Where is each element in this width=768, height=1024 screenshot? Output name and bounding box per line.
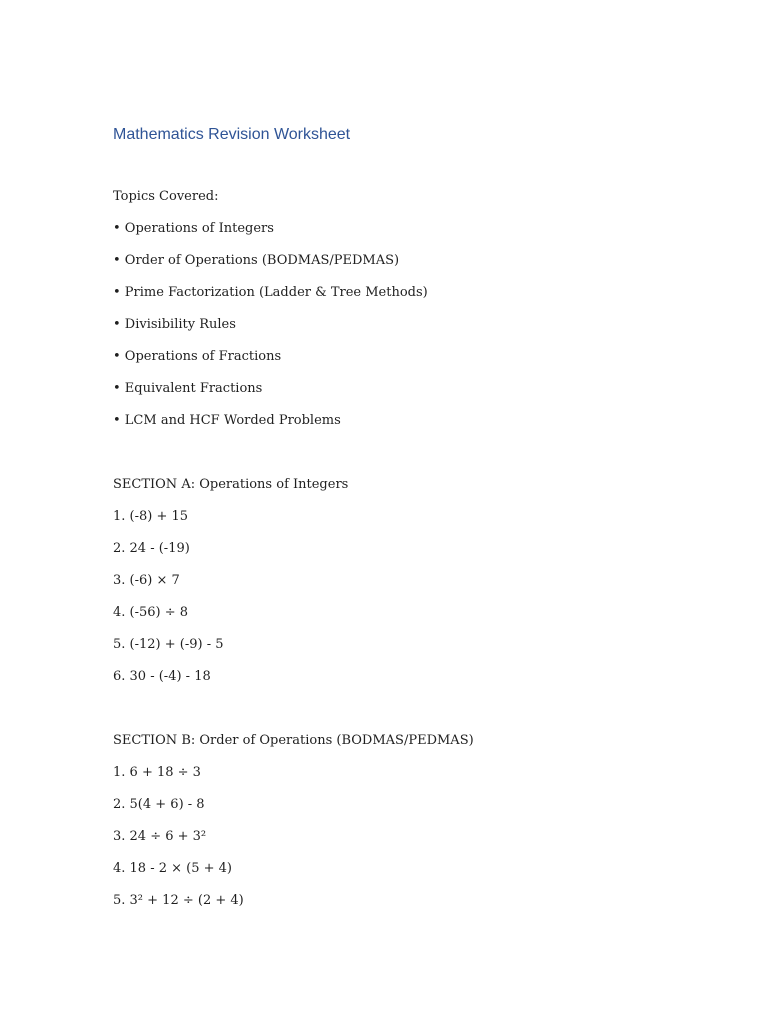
section-a-item: 2. 24 - (-19): [113, 541, 190, 556]
topic-item: • Equivalent Fractions: [113, 381, 263, 396]
section-b-item: 2. 5(4 + 6) - 8: [113, 797, 205, 812]
section-a-item: 5. (-12) + (-9) - 5: [113, 637, 224, 652]
worksheet-content: [113, 124, 673, 909]
spacer: [113, 685, 673, 733]
spacer: [113, 781, 673, 797]
spacer: [113, 557, 673, 573]
spacer: [113, 877, 673, 893]
section-b-item: 4. 18 - 2 × (5 + 4): [113, 861, 233, 876]
spacer: [113, 653, 673, 669]
spacer: [113, 269, 673, 285]
spacer: [113, 365, 673, 381]
section-a-item: 4. (-56) ÷ 8: [113, 605, 189, 620]
spacer: [113, 621, 673, 637]
spacer: [113, 205, 673, 221]
topic-item: • Operations of Integers: [113, 221, 274, 236]
section-a-heading: SECTION A: Operations of Integers: [113, 477, 349, 492]
spacer: [113, 493, 673, 509]
topics-heading: Topics Covered:: [113, 189, 219, 204]
spacer: [113, 845, 673, 861]
spacer: [113, 333, 673, 349]
topic-item: • Operations of Fractions: [113, 349, 282, 364]
topic-item: • Divisibility Rules: [113, 317, 236, 332]
spacer: [113, 589, 673, 605]
section-b-item: 3. 24 ÷ 6 + 3²: [113, 829, 207, 844]
spacer: [113, 429, 673, 477]
spacer: [113, 146, 673, 189]
section-a-item: 3. (-6) × 7: [113, 573, 180, 588]
spacer: [113, 237, 673, 253]
section-b-item: 5. 3² + 12 ÷ (2 + 4): [113, 893, 244, 908]
topic-item: • Order of Operations (BODMAS/PEDMAS): [113, 253, 400, 268]
topic-item: • LCM and HCF Worded Problems: [113, 413, 341, 428]
spacer: [113, 813, 673, 829]
topic-item: • Prime Factorization (Ladder & Tree Methods): [113, 285, 428, 300]
section-a-item: 6. 30 - (-4) - 18: [113, 669, 211, 684]
spacer: [113, 525, 673, 541]
section-b-heading: SECTION B: Order of Operations (BODMAS/PEDMAS): [113, 733, 474, 748]
spacer: [113, 749, 673, 765]
worksheet-title: Mathematics Revision Worksheet: [113, 126, 351, 143]
section-a-item: 1. (-8) + 15: [113, 509, 189, 524]
section-b-item: 1. 6 + 18 ÷ 3: [113, 765, 201, 780]
spacer: [113, 301, 673, 317]
spacer: [113, 397, 673, 413]
